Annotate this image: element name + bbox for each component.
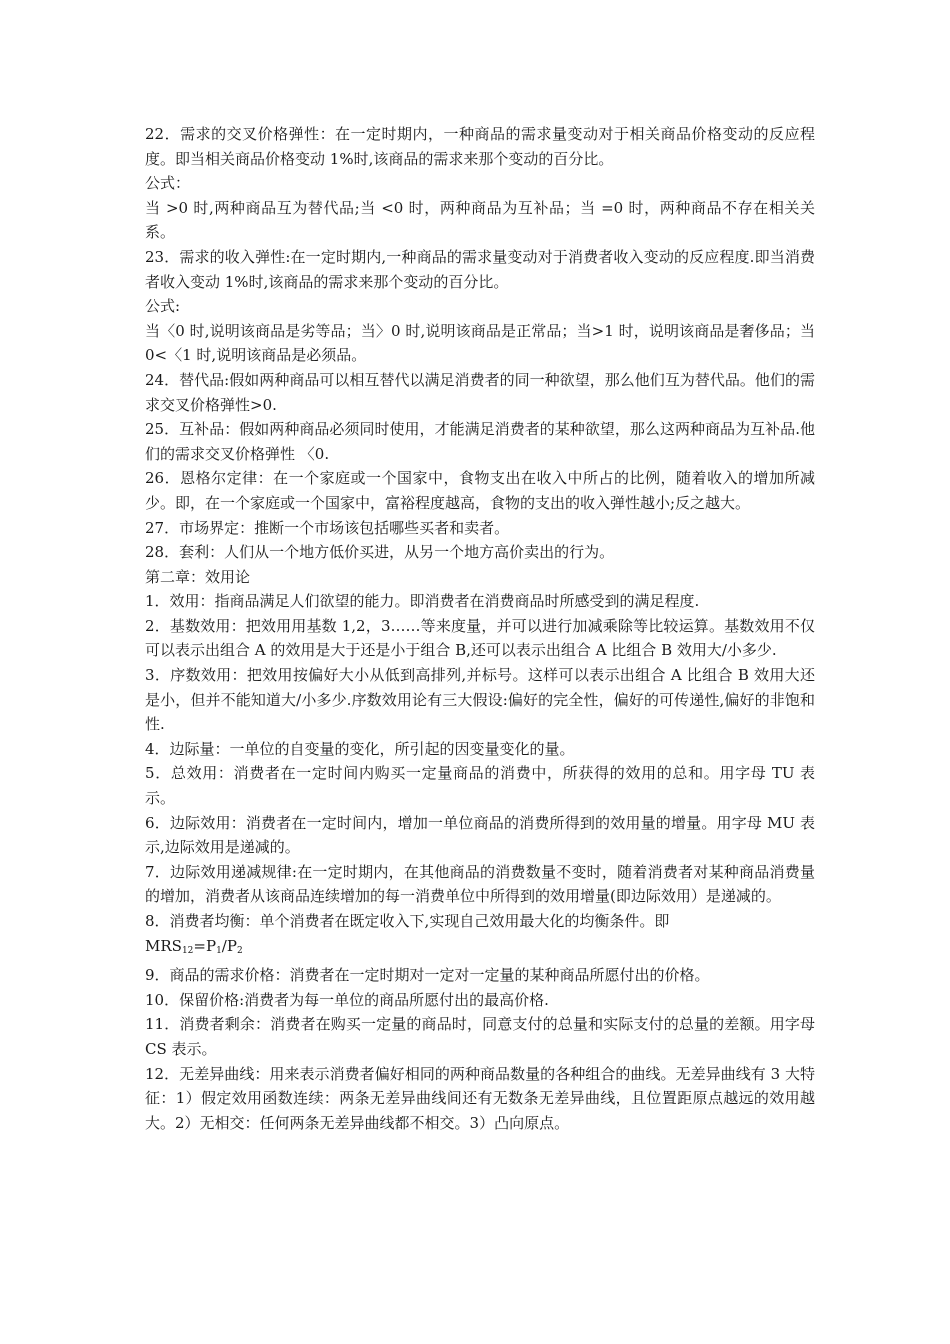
paragraph-25: 25．互补品：假如两种商品必须同时使用，才能满足消费者的某种欲望，那么这两种商品为互补品.他们的需求交叉价格弹性 〈0.	[145, 420, 815, 463]
paragraph-26: 26．恩格尔定律：在一个家庭或一个国家中，食物支出在收入中所占的比例，随着收入的增加所减少。即，在一个家庭或一个国家中，富裕程度越高，食物的支出的收入弹性越小;反之越大。	[145, 469, 815, 512]
paragraph-22: 22．需求的交叉价格弹性：在一定时期内，一种商品的需求量变动对于相关商品价格变动的反应程度。即当相关商品价格变动 1%时,该商品的需求来那个变动的百分比。	[145, 125, 815, 168]
paragraph-ch2-5: 5．总效用：消费者在一定时间内购买一定量商品的消费中，所获得的效用的总和。用字母 TU 表示。	[145, 764, 815, 808]
paragraph-ch2-7: 7．边际效用递减规律:在一定时期内，在其他商品的消费数量不变时，随着消费者对某种商品消费量的增加，消费者从该商品连续增加的每一消费单位中所得到的效用增量(即边际效用）是递减的。	[145, 862, 815, 906]
paragraph-ch2-9: 9．商品的需求价格：消费者在一定时期对一定对一定量的某种商品所愿付出的价格。	[145, 966, 710, 985]
paragraph-23: 23．需求的收入弹性:在一定时期内,一种商品的需求量变动对于消费者收入变动的反应程度.即当消费者收入变动 1%时,该商品的需求来那个变动的百分比。	[145, 247, 815, 291]
paragraph-formula-label-2: 公式:	[145, 297, 181, 316]
paragraph-ch2-11: 11．消费者剩余：消费者在购买一定量的商品时，同意支付的总量和实际支付的总量的差额。用字母 CS 表示。	[145, 1015, 815, 1058]
paragraph-ch2-12: 12．无差异曲线：用来表示消费者偏好相同的两种商品数量的各种组合的曲线。无差异曲线有 3 大特征：1）假定效用函数连续：两条无差异曲线间还有无数条无差异曲线，且位置距原点越远的效用越大。2）无相交：任何两条无差异曲线都不相交。3）凸向原点。	[145, 1064, 815, 1132]
paragraph-ch2-3: 3．序数效用：把效用按偏好大小从低到高排列,并标号。这样可以表示出组合 A 比组合 B 效用大还是小，但并不能知道大/小多少.序数效用论有三大假设:偏好的完全性，偏好的可传递性,偏好的非饱和性.	[145, 666, 815, 734]
paragraph-ch2-1: 1．效用：指商品满足人们欲望的能力。即消费者在消费商品时所感受到的满足程度.	[145, 592, 700, 611]
document-page	[145, 122, 815, 1135]
paragraph-ch2-6: 6．边际效用：消费者在一定时间内，增加一单位商品的消费所得到的效用量的增量。用字母 MU 表示,边际效用是递减的。	[145, 813, 815, 857]
paragraph-income-elasticity-cases: 当〈0 时,说明该商品是劣等品；当〉0 时,说明该商品是正常品；当>1 时，说明该商品是奢侈品；当 0<〈1 时,说明该商品是必须品。	[145, 321, 815, 365]
paragraph-ch2-8-text: 8．消费者均衡：单个消费者在既定收入下,实现自己效用最大化的均衡条件。即	[145, 912, 670, 930]
paragraph-27: 27．市场界定：推断一个市场该包括哪些买者和卖者。	[145, 518, 510, 537]
paragraph-ch2-4: 4．边际量：一单位的自变量的变化，所引起的因变量变化的量。	[145, 739, 575, 758]
paragraph-ch2-8	[145, 909, 815, 963]
paragraph-ch2-2: 2．基数效用：把效用用基数 1,2，3……等来度量，并可以进行加减乘除等比较运算。基数效用不仅可以表示出组合 A 的效用是大于还是小于组合 B,还可以表示出组合 A 比组合 B 效用大/小多少.	[145, 616, 815, 660]
paragraph-cross-elasticity-cases: 当 >0 时,两种商品互为替代品;当 <0 时，两种商品为互补品；当 =0 时，两种商品不存在相关关系。	[145, 198, 815, 242]
paragraph-24: 24．替代品:假如两种商品可以相互替代以满足消费者的同一种欲望，那么他们互为替代品。他们的需求交叉价格弹性>0.	[145, 370, 815, 414]
equilibrium-formula: $MRS_{12}=P_1/P_2$	[145, 936, 243, 956]
chapter-heading: 第二章：效用论	[145, 567, 251, 586]
paragraph-28: 28．套利：人们从一个地方低价买进，从另一个地方高价卖出的行为。	[145, 543, 615, 562]
paragraph-ch2-10: 10．保留价格:消费者为每一单位的商品所愿付出的最高价格.	[145, 990, 549, 1009]
paragraph-formula-label-1: 公式：	[145, 174, 191, 193]
